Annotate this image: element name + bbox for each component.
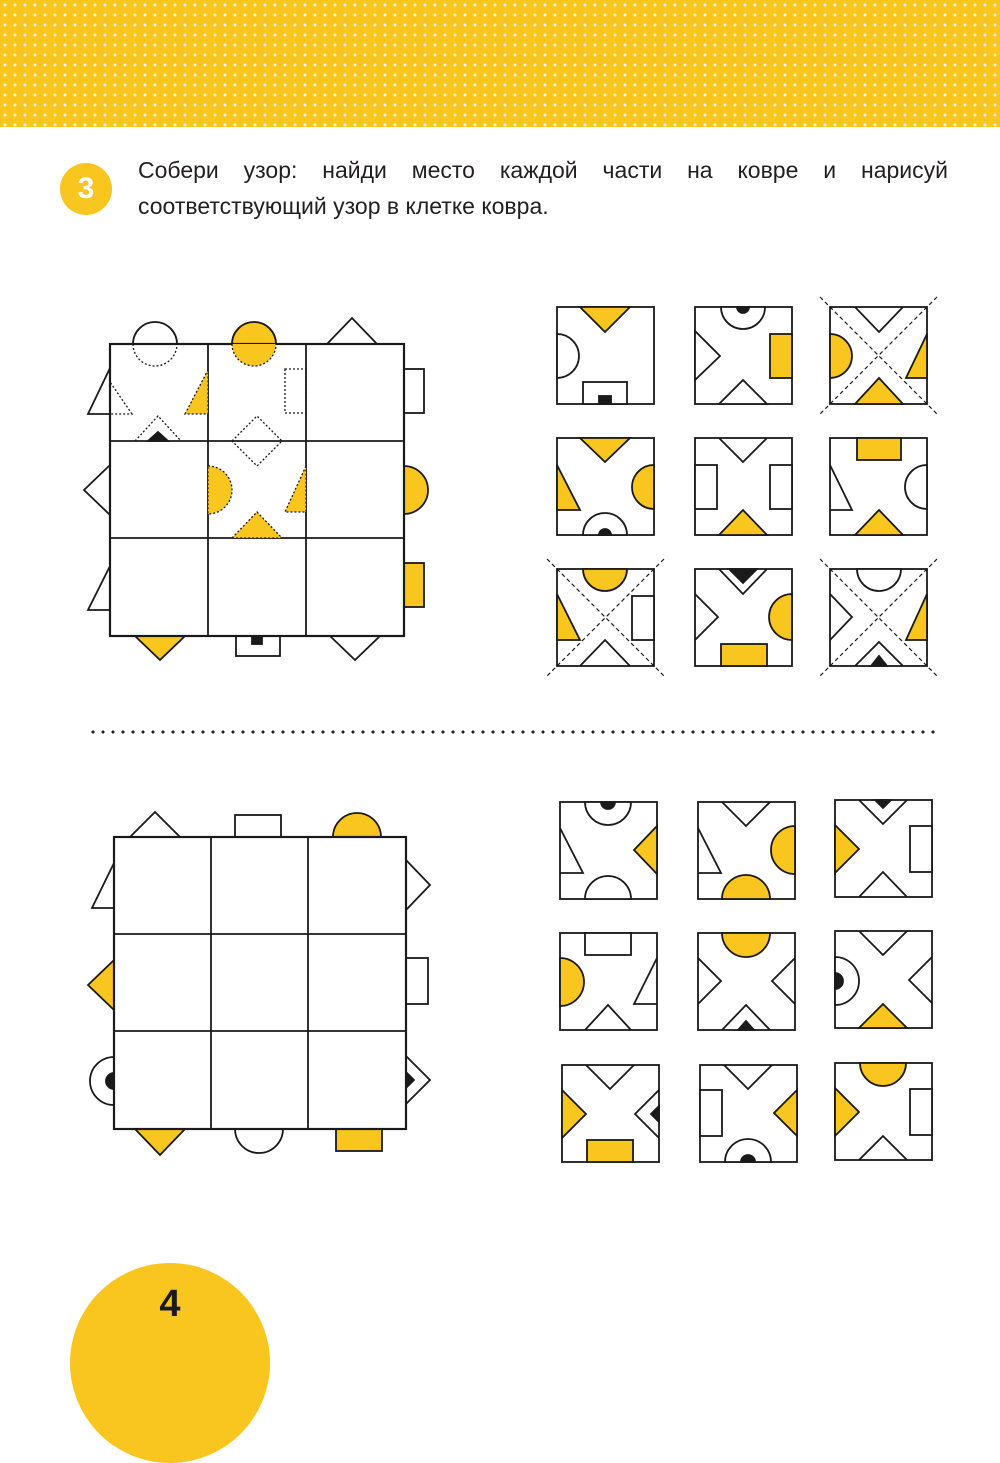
rug-1-edge-triangle [327,318,377,344]
rug-2 [88,812,430,1155]
section-divider [88,730,938,734]
piece-rect [700,1090,722,1136]
rug-1-edge-rect [404,369,424,413]
rug-2-edge-rect [235,815,281,837]
piece-black-mark [599,396,611,404]
piece-rect [910,1089,932,1135]
rug-1-sketch-triangle [110,382,132,414]
rug-1-sketch-half-circle [133,344,177,366]
piece-rect [632,596,654,640]
rug-2-edge-triangle [130,812,180,837]
rug-1-edge-half-circle-yellow [404,466,428,514]
piece-rect-yellow [721,644,767,666]
piece-rect [585,933,631,955]
piece-black-mark [599,529,611,535]
task-instruction-line-2: соответствующий узор в клетке ковра. [138,193,549,219]
rug-1-sketch-triangle-yellow [232,512,282,538]
piece-black-mark [835,973,843,989]
piece-rect-yellow [587,1140,633,1162]
page-number: 4 [159,1283,181,1325]
rug-1-sketch-half-circle-yellow [208,466,232,514]
pieces-set-1 [547,297,937,676]
piece-black-mark [601,802,615,809]
task-instruction-line-1: Собери узор: найди место каждой части на ковре и нарисуй [138,157,948,183]
piece-rect-yellow [770,334,792,378]
rug-1-sketch-triangle-yellow [185,370,208,414]
rug-1-grid [110,344,404,636]
rug-1-edge-black-mark [252,636,262,644]
rug-1-sketch-triangle-yellow [285,466,306,512]
rug-2-edge-triangle [92,863,114,908]
rug-1 [84,318,428,660]
rug-1-black-mark [148,432,168,441]
pieces-set-2 [560,800,932,1162]
rug-2-edge-triangle [406,860,430,910]
rug-1-edge-triangle [84,465,110,515]
rug-1-edge-rect-yellow [404,563,424,607]
rug-1-edge-half-circle [133,322,177,344]
rug-2-grid [114,837,406,1129]
piece-rect [770,465,792,509]
rug-2-edge-half-circle [235,1129,283,1153]
rug-1-edge-triangle [88,566,110,610]
rug-1-sketch-rect [285,369,306,413]
piece-rect [695,465,717,509]
rug-2-edge-half-circle-yellow [333,813,381,837]
piece-black-mark [737,307,749,313]
rug-1-edge-triangle [88,368,110,414]
rug-1-edge-triangle-yellow [135,636,185,660]
rug-2-edge-black-mark [106,1073,114,1089]
rug-1-edge-half-circle-yellow [232,322,276,344]
piece-rect-yellow [857,438,901,460]
rug-1-sketch-half-circle-yellow [232,344,276,366]
piece-rect [910,826,932,872]
rug-2-edge-rect [406,958,428,1004]
rug-1-edge-triangle [330,636,380,660]
rug-2-edge-triangle-yellow [135,1129,185,1155]
rug-2-edge-triangle-yellow [88,960,114,1010]
rug-2-edge-rect-yellow [336,1129,382,1151]
task-number: 3 [77,172,95,205]
piece-black-mark [741,1155,755,1162]
